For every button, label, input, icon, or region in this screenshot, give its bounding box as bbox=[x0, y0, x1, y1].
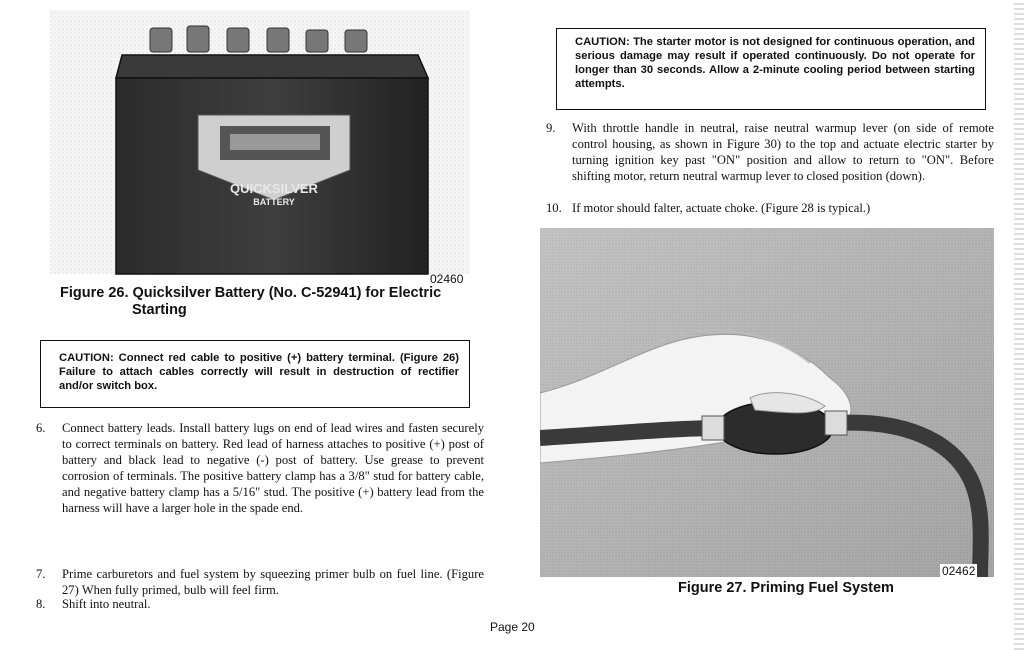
step-text: Connect battery leads. Install battery lugs on end of lead wires and fasten securely to correct terminals on battery. Red lead of harness attaches to positive (+) post of battery and black lead to negative (-) post of battery. Use grease to prevent corrosion of terminals. The positive battery clamp has a 3/8" stud for battery cable, and negative battery clamp has a 5/16" stud. The positive (+) battery lead from the harness will have a larger hole in the spade end. bbox=[62, 421, 484, 515]
step-item bbox=[36, 566, 484, 598]
caution-box-battery bbox=[40, 340, 470, 408]
caution-label: CAUTION: bbox=[59, 352, 114, 364]
figure-26-caption-line1: Figure 26. Quicksilver Battery (No. C-52941) for Electric bbox=[60, 285, 442, 301]
caution-box-starter bbox=[556, 28, 986, 110]
battery-brand-text: QUICKSILVER bbox=[230, 181, 318, 196]
step-number: 7. bbox=[36, 567, 46, 581]
figure-27-number: 02462 bbox=[942, 564, 976, 578]
fuel-system-photo bbox=[540, 228, 994, 577]
step-number: 9. bbox=[546, 121, 556, 135]
step-text: Prime carburetors and fuel system by squeezing primer bulb on fuel line. (Figure 27) When fully primed, bulb will feel firm. bbox=[62, 567, 484, 597]
step-item bbox=[546, 120, 994, 184]
step-item bbox=[36, 596, 484, 612]
battery-photo bbox=[30, 0, 480, 284]
step-text: Shift into neutral. bbox=[62, 597, 151, 611]
step-number: 6. bbox=[36, 421, 46, 435]
step-item bbox=[36, 420, 484, 516]
caution-text: The starter motor is not designed for continuous operation, and serious damage may result if operated continuously. Do not operate for longer than 30 seconds. Allow a 2-minute cooling period between starting attempts. bbox=[575, 36, 976, 90]
step-item bbox=[546, 200, 994, 216]
battery-sub-text: BATTERY bbox=[253, 197, 295, 207]
step-number: 10. bbox=[546, 201, 562, 215]
figure-26-caption bbox=[60, 285, 480, 319]
page-number: Page 20 bbox=[490, 620, 535, 634]
caution-label: CAUTION: bbox=[575, 36, 630, 48]
step-text: With throttle handle in neutral, raise neutral warmup lever (on side of remote control housing, as shown in Figure 30) to the top and actuate electric starter by turning ignition key past "ON" position and allow to return to "ON". Before shifting motor, return neutral warmup lever to closed position (down). bbox=[572, 121, 994, 183]
page-edge-scan-artifact bbox=[1014, 0, 1024, 650]
figure-27-caption: Figure 27. Priming Fuel System bbox=[678, 580, 894, 596]
figure-26-caption-line2: Starting bbox=[132, 302, 187, 318]
step-number: 8. bbox=[36, 597, 46, 611]
caution-text: Connect red cable to positive (+) battery terminal. (Figure 26) Failure to attach cables correctly will result in destruction of rectifier and/or switch box. bbox=[59, 352, 460, 392]
step-text: If motor should falter, actuate choke. (Figure 28 is typical.) bbox=[572, 201, 871, 215]
figure-26-number: 02460 bbox=[430, 272, 464, 286]
